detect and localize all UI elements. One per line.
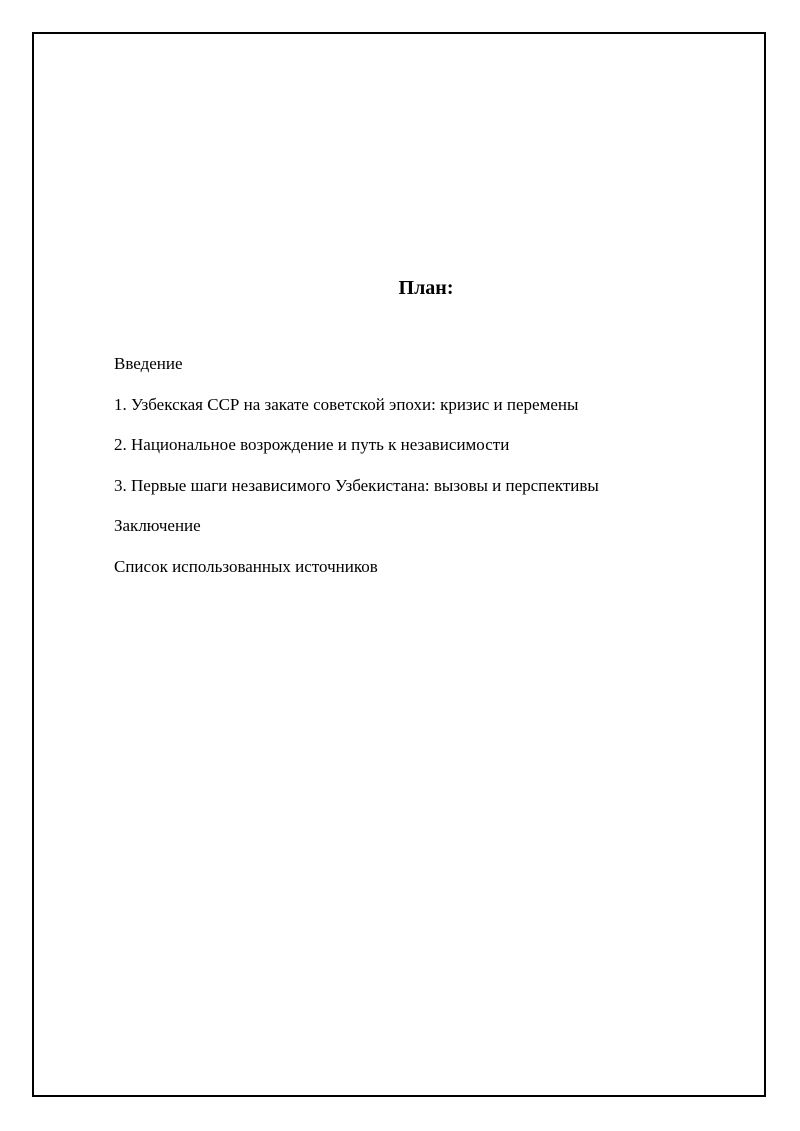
toc-item-conclusion: Заключение [114, 516, 201, 535]
toc-item-chapter-2: 2. Национальное возрождение и путь к независимости [114, 435, 510, 454]
toc-item-chapter-3: 3. Первые шаги независимого Узбекистана: вызовы и перспективы [114, 475, 599, 495]
toc-item-references: Список использованных источников [114, 556, 378, 576]
toc-item-introduction: Введение [114, 354, 183, 373]
table-of-contents [114, 354, 599, 597]
page-title: План: [398, 277, 454, 299]
toc-item-chapter-1: 1. Узбекская ССР на закате советской эпохи: кризис и перемены [114, 394, 579, 414]
